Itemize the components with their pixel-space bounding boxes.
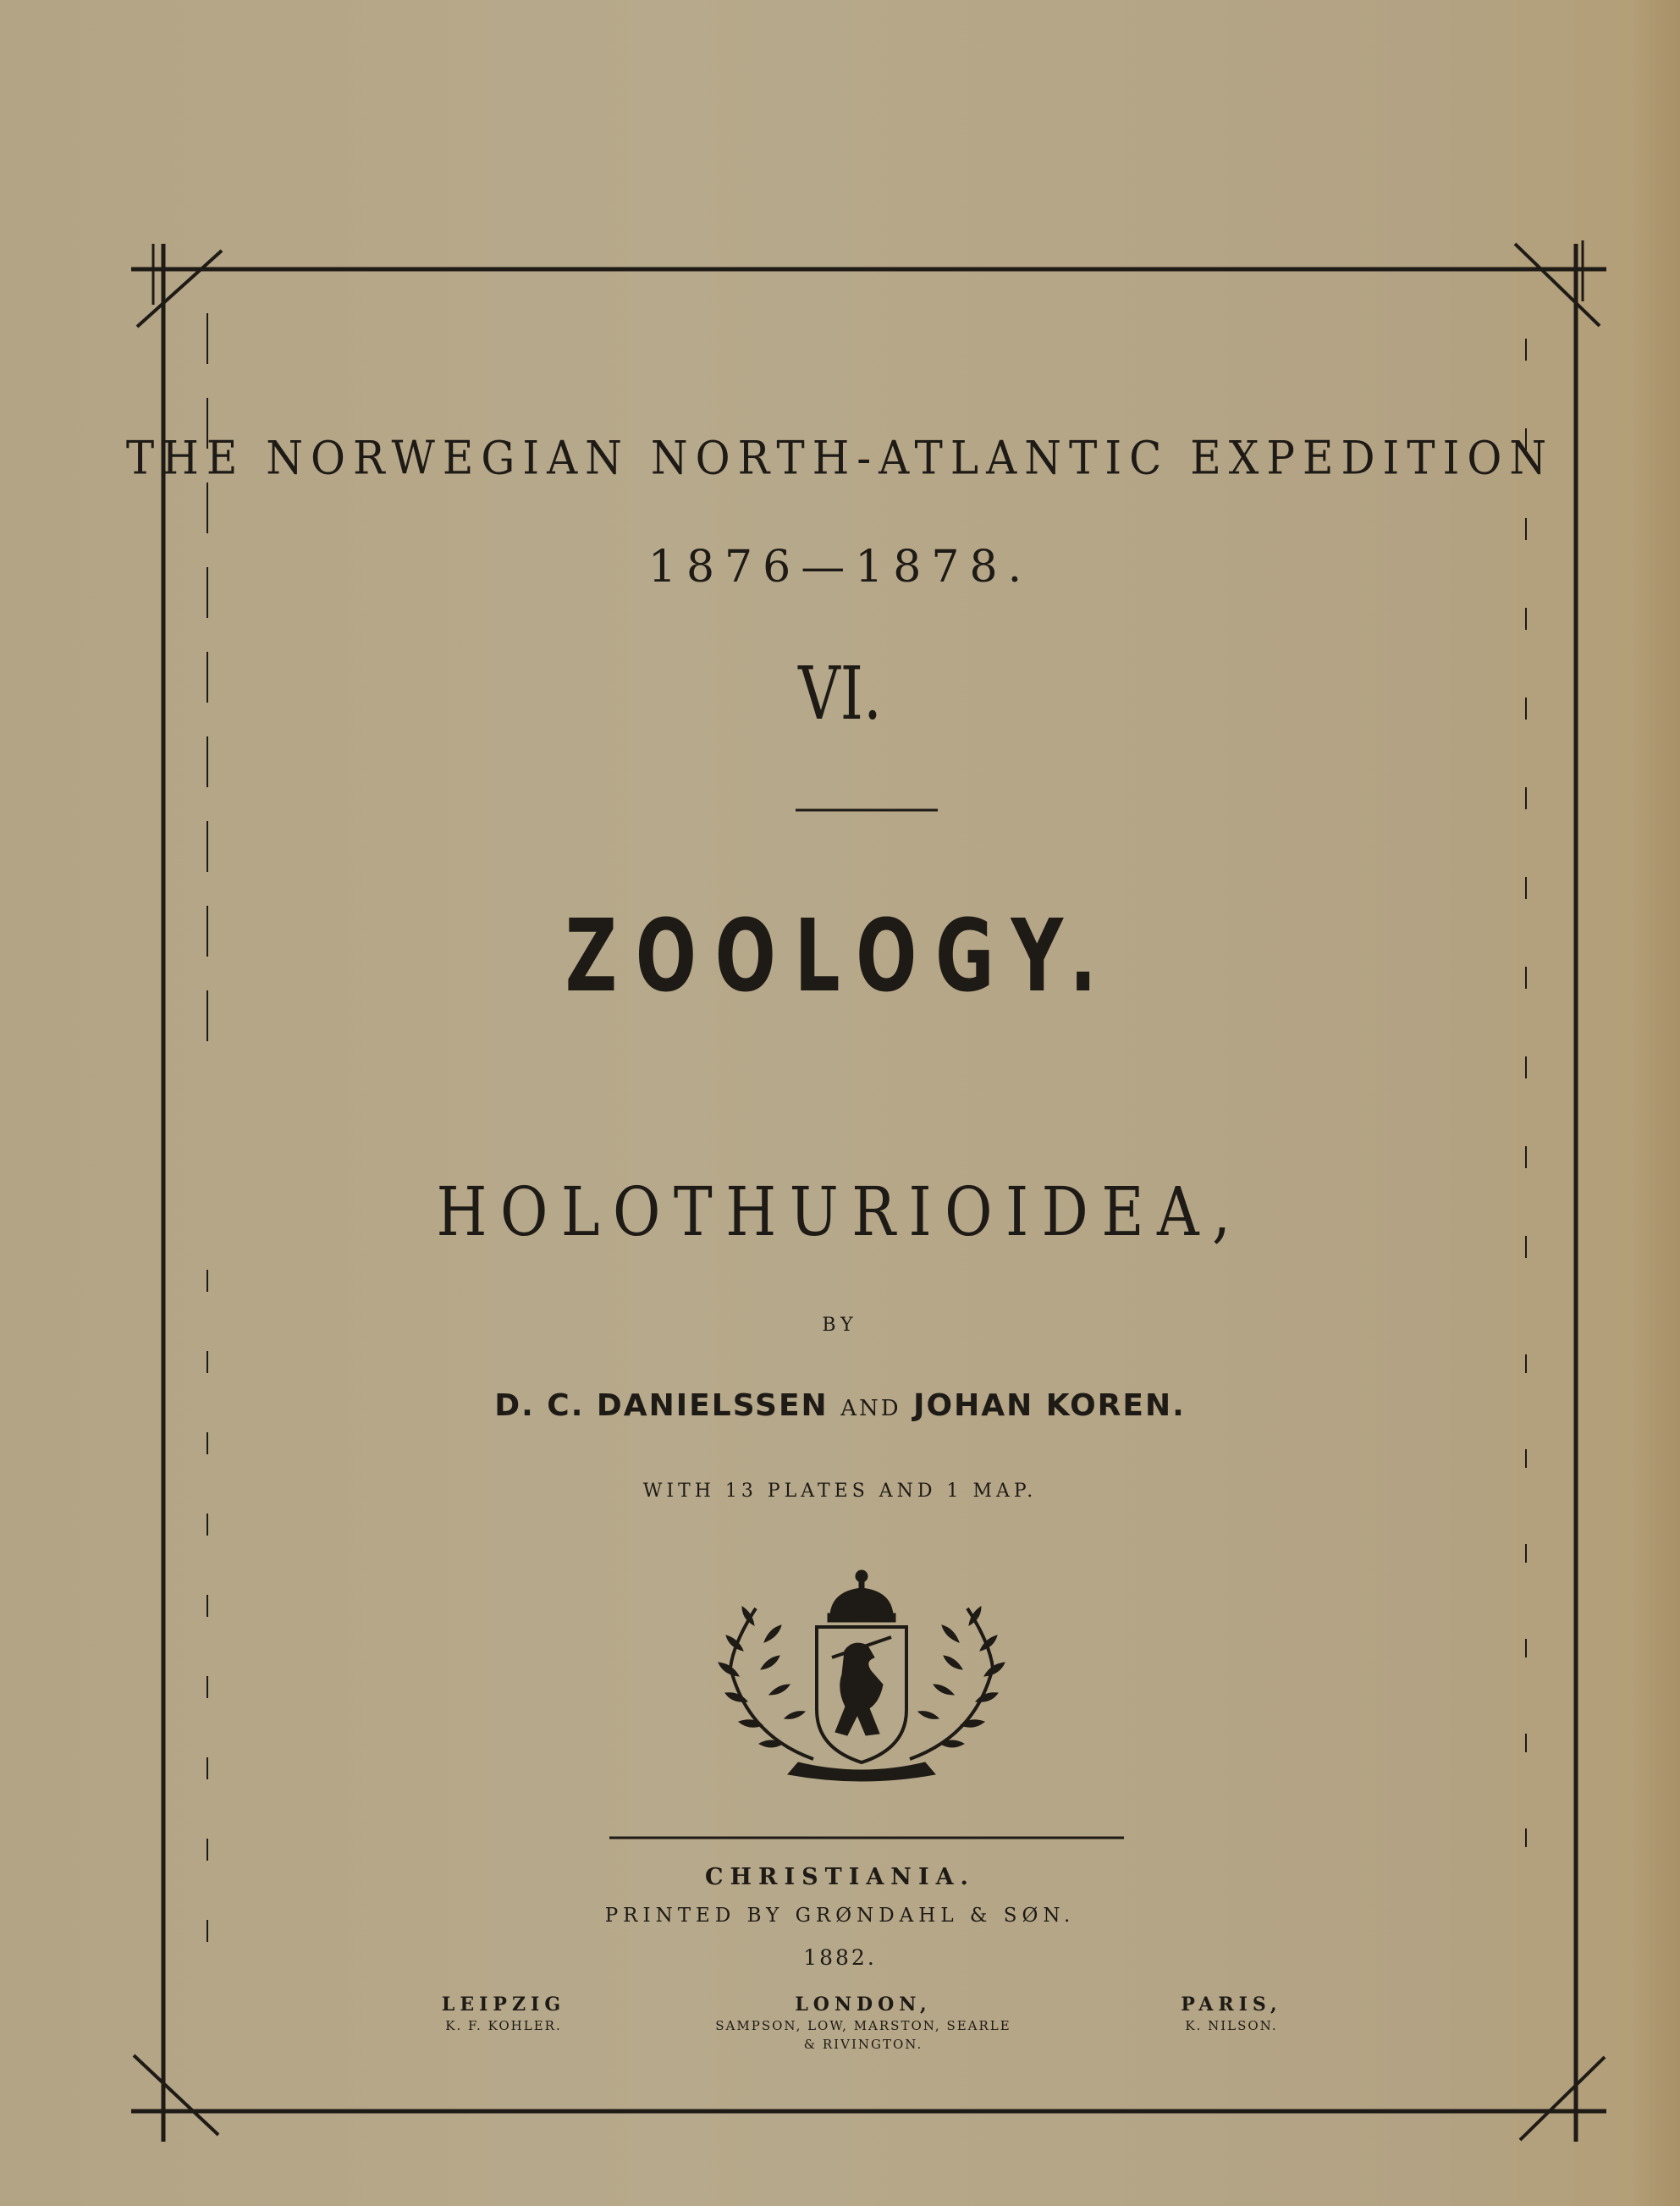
agent-city: LEIPZIG bbox=[441, 1994, 566, 2016]
imprint-year: 1882. bbox=[803, 1945, 877, 1970]
subject-heading: ZOOLOGY. bbox=[565, 897, 1115, 1014]
agent-name: K. NILSON. bbox=[1185, 2018, 1278, 2033]
agent-leipzig bbox=[389, 1994, 618, 2034]
by-label: BY bbox=[822, 1315, 858, 1336]
imprint-printer: PRINTED BY GRØNDAHL & SØN. bbox=[604, 1905, 1076, 1927]
author-koren: JOHAN KOREN. bbox=[913, 1388, 1186, 1423]
and-label: AND bbox=[840, 1396, 901, 1421]
agent-london bbox=[677, 1994, 1049, 2053]
agent-paris bbox=[1126, 1994, 1337, 2034]
plates-note: WITH 13 PLATES AND 1 MAP. bbox=[642, 1481, 1038, 1502]
authors-line bbox=[0, 1388, 1680, 1423]
imprint-city: CHRISTIANIA. bbox=[705, 1864, 975, 1890]
series-title: THE NORWEGIAN NORTH-ATLANTIC EXPEDITION bbox=[125, 431, 1555, 485]
agent-name: SAMPSON, LOW, MARSTON, SEARLE bbox=[715, 2018, 1011, 2033]
volume-number: VI. bbox=[798, 652, 882, 736]
agent-name: K. F. KOHLER. bbox=[445, 2018, 562, 2033]
author-danielssen: D. C. DANIELSSEN bbox=[494, 1388, 829, 1423]
agent-city: PARIS, bbox=[1181, 1994, 1282, 2016]
agent-name-cont: & RIVINGTON. bbox=[803, 2037, 923, 2052]
taxon-heading: HOLOTHURIOIDEA, bbox=[436, 1172, 1244, 1251]
agent-city: LONDON, bbox=[795, 1994, 932, 2016]
expedition-years: 1876—1878. bbox=[647, 542, 1033, 593]
coat-of-arms-icon bbox=[713, 1566, 1010, 1786]
